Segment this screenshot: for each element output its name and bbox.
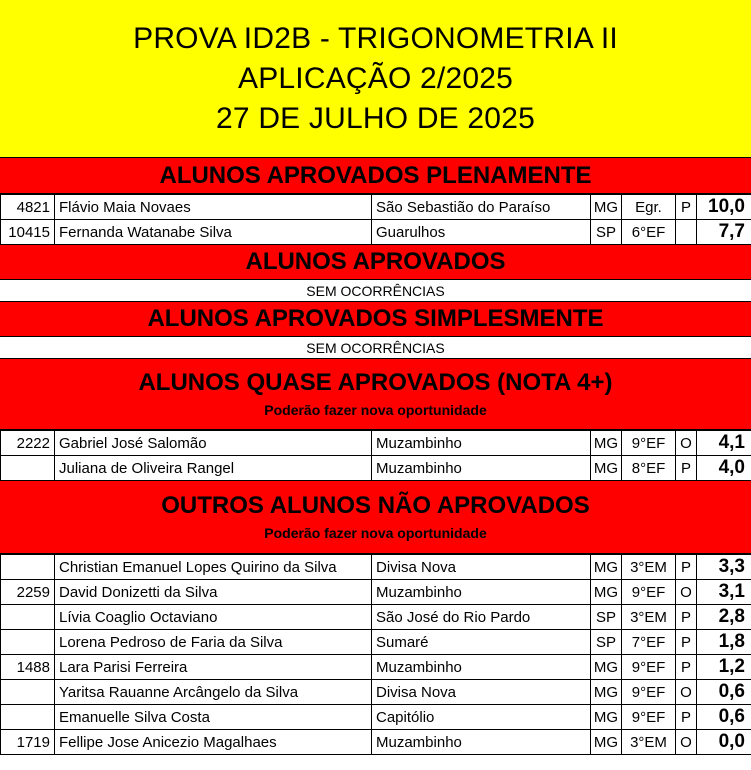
student-school-type: P: [676, 630, 697, 655]
section-title: ALUNOS APROVADOS PLENAMENTE: [159, 161, 592, 189]
student-id: [1, 680, 55, 705]
student-id: 10415: [1, 220, 55, 245]
student-city: Muzambinho: [372, 431, 591, 456]
student-school-type: O: [676, 580, 697, 605]
student-state: MG: [591, 705, 622, 730]
student-school-type: P: [676, 456, 697, 481]
no-occurrences-text: SEM OCORRÊNCIAS: [0, 337, 751, 359]
student-city: Muzambinho: [372, 580, 591, 605]
table-row: [1, 605, 751, 630]
student-grade: 3°EM: [622, 555, 676, 580]
student-score: 3,1: [697, 580, 751, 605]
student-name: Lara Parisi Ferreira: [55, 655, 372, 680]
table-row: [1, 630, 751, 655]
student-state: MG: [591, 555, 622, 580]
student-state: SP: [591, 605, 622, 630]
student-school-type: P: [676, 195, 697, 220]
student-name: Lívia Coaglio Octaviano: [55, 605, 372, 630]
student-name: Christian Emanuel Lopes Quirino da Silva: [55, 555, 372, 580]
section-title: ALUNOS APROVADOS SIMPLESMENTE: [147, 305, 604, 332]
student-school-type: P: [676, 555, 697, 580]
student-score: 1,8: [697, 630, 751, 655]
student-state: MG: [591, 655, 622, 680]
student-score: 2,8: [697, 605, 751, 630]
student-city: São José do Rio Pardo: [372, 605, 591, 630]
table-row: [1, 195, 751, 220]
section-header-nao-aprovados: [0, 481, 751, 554]
student-name: Yaritsa Rauanne Arcângelo da Silva: [55, 680, 372, 705]
student-state: MG: [591, 195, 622, 220]
student-grade: 7°EF: [622, 630, 676, 655]
student-grade: 9°EF: [622, 580, 676, 605]
section-subtitle: Poderão fazer nova oportunidade: [264, 525, 487, 541]
section-header-quase-aprovados: [0, 359, 751, 430]
table-row: [1, 580, 751, 605]
student-grade: 8°EF: [622, 456, 676, 481]
student-score: 0,6: [697, 680, 751, 705]
student-id: [1, 705, 55, 730]
student-grade: 9°EF: [622, 655, 676, 680]
student-grade: 3°EM: [622, 730, 676, 755]
student-city: Sumaré: [372, 630, 591, 655]
student-state: MG: [591, 580, 622, 605]
student-name: Fernanda Watanabe Silva: [55, 220, 372, 245]
student-score: 4,1: [697, 431, 751, 456]
section-title: ALUNOS QUASE APROVADOS (NOTA 4+): [138, 369, 613, 396]
student-name: Emanuelle Silva Costa: [55, 705, 372, 730]
student-school-type: [676, 220, 697, 245]
student-state: MG: [591, 456, 622, 481]
table-row: [1, 730, 751, 755]
student-score: 1,2: [697, 655, 751, 680]
student-id: [1, 630, 55, 655]
exam-application: APLICAÇÃO 2/2025: [237, 61, 514, 95]
student-name: Fellipe Jose Anicezio Magalhaes: [55, 730, 372, 755]
section-header-simplesmente: [0, 302, 751, 337]
student-score: 3,3: [697, 555, 751, 580]
exam-title-block: [0, 0, 751, 158]
student-city: Muzambinho: [372, 655, 591, 680]
student-grade: 6°EF: [622, 220, 676, 245]
student-id: 2222: [1, 431, 55, 456]
student-school-type: P: [676, 705, 697, 730]
student-name: Gabriel José Salomão: [55, 431, 372, 456]
table-row: [1, 705, 751, 730]
table-row: [1, 555, 751, 580]
student-city: Guarulhos: [372, 220, 591, 245]
student-grade: 3°EM: [622, 605, 676, 630]
student-school-type: O: [676, 680, 697, 705]
student-score: 10,0: [697, 195, 751, 220]
student-state: SP: [591, 630, 622, 655]
exam-title: PROVA ID2B - TRIGONOMETRIA II: [133, 21, 618, 55]
section-header-aprovados: [0, 245, 751, 280]
student-city: Muzambinho: [372, 730, 591, 755]
no-occurrences-text: SEM OCORRÊNCIAS: [0, 280, 751, 302]
table-row: [1, 456, 751, 481]
student-state: MG: [591, 730, 622, 755]
student-city: Muzambinho: [372, 456, 591, 481]
student-school-type: P: [676, 605, 697, 630]
student-name: Juliana de Oliveira Rangel: [55, 456, 372, 481]
student-name: Flávio Maia Novaes: [55, 195, 372, 220]
section-header-plenamente: [0, 158, 751, 194]
student-grade: 9°EF: [622, 680, 676, 705]
student-id: [1, 555, 55, 580]
student-city: Capitólio: [372, 705, 591, 730]
table-row: [1, 431, 751, 456]
student-state: MG: [591, 431, 622, 456]
table-row: [1, 655, 751, 680]
student-score: 7,7: [697, 220, 751, 245]
student-id: [1, 456, 55, 481]
student-score: 4,0: [697, 456, 751, 481]
exam-date: 27 DE JULHO DE 2025: [216, 101, 535, 135]
student-city: Divisa Nova: [372, 680, 591, 705]
table-nao-aprovados: [0, 554, 751, 755]
student-id: 1719: [1, 730, 55, 755]
section-title: ALUNOS APROVADOS: [245, 248, 506, 275]
student-id: [1, 605, 55, 630]
student-state: SP: [591, 220, 622, 245]
student-grade: Egr.: [622, 195, 676, 220]
student-name: David Donizetti da Silva: [55, 580, 372, 605]
section-title: OUTROS ALUNOS NÃO APROVADOS: [161, 492, 590, 519]
student-score: 0,0: [697, 730, 751, 755]
student-school-type: P: [676, 655, 697, 680]
student-grade: 9°EF: [622, 431, 676, 456]
student-school-type: O: [676, 730, 697, 755]
section-subtitle: Poderão fazer nova oportunidade: [264, 402, 487, 418]
student-grade: 9°EF: [622, 705, 676, 730]
student-id: 2259: [1, 580, 55, 605]
student-state: MG: [591, 680, 622, 705]
table-row: [1, 680, 751, 705]
table-row: [1, 220, 751, 245]
student-score: 0,6: [697, 705, 751, 730]
student-name: Lorena Pedroso de Faria da Silva: [55, 630, 372, 655]
student-school-type: O: [676, 431, 697, 456]
table-quase-aprovados: [0, 430, 751, 481]
student-city: Divisa Nova: [372, 555, 591, 580]
student-id: 4821: [1, 195, 55, 220]
student-city: São Sebastião do Paraíso: [372, 195, 591, 220]
table-plenamente: [0, 194, 751, 245]
student-id: 1488: [1, 655, 55, 680]
